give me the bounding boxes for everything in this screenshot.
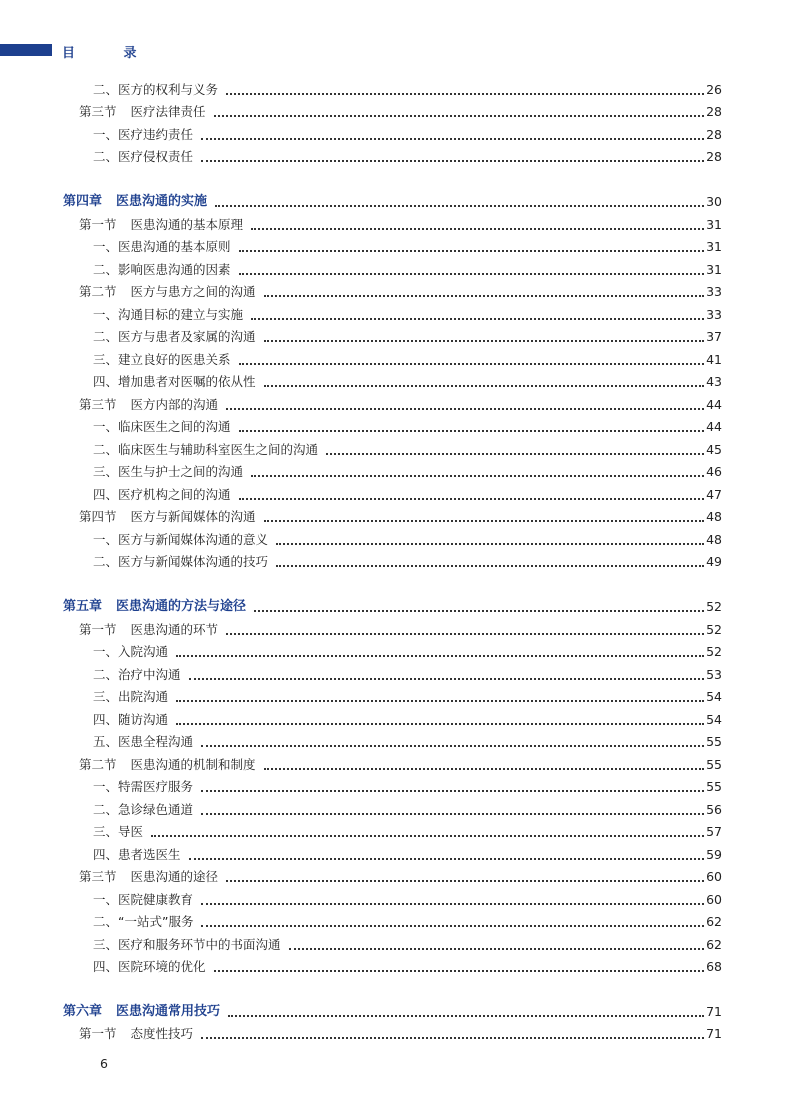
toc-entry-title: 二、急诊绿色通道 — [93, 802, 194, 817]
toc-entry-item[interactable] — [0, 709, 800, 731]
toc-entry-page: 49 — [706, 554, 722, 569]
toc-entry-number: 第一节 — [79, 217, 117, 232]
toc-entry-label — [79, 506, 256, 528]
toc-entry-page: 71 — [706, 1004, 722, 1019]
toc-entry-chapter[interactable] — [0, 596, 800, 618]
toc-entry-page: 55 — [706, 734, 722, 749]
toc-entry-page: 54 — [706, 712, 722, 727]
toc-entry-title: 四、患者选医生 — [93, 847, 181, 862]
toc-entry-item[interactable] — [0, 844, 800, 866]
toc-entry-label — [93, 664, 181, 686]
toc-entry-label — [93, 349, 231, 371]
toc-entry-page: 62 — [706, 914, 722, 929]
toc-entry-item[interactable] — [0, 349, 800, 371]
toc-entry-title: 医患沟通的机制和制度 — [130, 757, 256, 772]
toc-entry-title: 态度性技巧 — [130, 1026, 194, 1041]
toc-entry-label — [79, 866, 218, 888]
toc-leader-dots — [264, 295, 704, 297]
toc-entry-page: 68 — [706, 959, 722, 974]
toc-entry-page: 55 — [706, 779, 722, 794]
toc-leader-dots — [201, 903, 704, 905]
toc-entry-chapter[interactable] — [0, 1001, 800, 1023]
toc-leader-dots — [264, 768, 704, 770]
toc-entry-page: 52 — [706, 599, 722, 614]
toc-entry-title: 三、出院沟通 — [93, 689, 169, 704]
toc-entry-label — [79, 394, 218, 416]
toc-leader-dots — [215, 205, 704, 207]
toc-entry-number: 第一节 — [79, 622, 117, 637]
toc-entry-section[interactable] — [0, 754, 800, 776]
toc-entry-number: 第六章 — [63, 1004, 103, 1019]
toc-leader-dots — [226, 633, 704, 635]
toc-entry-label — [93, 124, 193, 146]
toc-entry-label — [93, 461, 243, 483]
toc-entry-title: 一、入院沟通 — [93, 644, 169, 659]
toc-entry-number: 第一节 — [79, 1026, 117, 1041]
toc-entry-section[interactable] — [0, 281, 800, 303]
toc-entry-label — [63, 1001, 220, 1023]
toc-entry-page: 71 — [706, 1026, 722, 1041]
toc-entry-title: 四、随访沟通 — [93, 712, 169, 727]
toc-leader-dots — [214, 115, 704, 117]
toc-entry-label — [63, 191, 207, 213]
toc-entry-page: 45 — [706, 442, 722, 457]
toc-entry-title: 二、医方与患者及家属的沟通 — [93, 329, 256, 344]
toc-entry-label — [93, 911, 193, 933]
toc-entry-section[interactable] — [0, 214, 800, 236]
toc-entry-page: 60 — [706, 869, 722, 884]
toc-entry-title: 二、医疗侵权责任 — [93, 149, 194, 164]
toc-entry-title: 一、医疗违约责任 — [93, 127, 194, 142]
toc-entry-label — [93, 236, 231, 258]
toc-entry-item[interactable] — [0, 529, 800, 551]
toc-entry-item[interactable] — [0, 821, 800, 843]
toc-entry-title: 医方与患方之间的沟通 — [130, 284, 256, 299]
toc-entry-title: 四、医疗机构之间的沟通 — [93, 487, 231, 502]
toc-entry-title: 三、医疗和服务环节中的书面沟通 — [93, 937, 281, 952]
toc-entry-label — [93, 439, 318, 461]
toc-leader-dots — [264, 340, 704, 342]
toc-entry-page: 55 — [706, 757, 722, 772]
toc-leader-dots — [214, 970, 704, 972]
toc-entry-item[interactable] — [0, 956, 800, 978]
toc-entry-item[interactable] — [0, 416, 800, 438]
toc-entry-number: 第三节 — [79, 397, 117, 412]
toc-leader-dots — [226, 408, 704, 410]
toc-entry-page: 28 — [706, 127, 722, 142]
toc-entry-label — [79, 214, 243, 236]
toc-leader-dots — [264, 520, 704, 522]
toc-leader-dots — [189, 858, 704, 860]
toc-leader-dots — [251, 318, 704, 320]
toc-entry-item[interactable] — [0, 146, 800, 168]
toc-entry-number: 第五章 — [63, 599, 103, 614]
toc-entry-item[interactable] — [0, 461, 800, 483]
toc-entry-item[interactable] — [0, 259, 800, 281]
toc-entry-item[interactable] — [0, 304, 800, 326]
toc-entry-number: 第三节 — [79, 104, 117, 119]
toc-leader-dots — [251, 228, 704, 230]
toc-leader-dots — [201, 1037, 704, 1039]
toc-leader-dots — [239, 498, 704, 500]
toc-entry-title: 二、治疗中沟通 — [93, 667, 181, 682]
toc-entry-chapter[interactable] — [0, 191, 800, 213]
toc-entry-label — [93, 326, 256, 348]
toc-entry-title: 医患沟通的基本原理 — [130, 217, 244, 232]
toc-entry-section[interactable] — [0, 619, 800, 641]
toc-entry-label — [93, 529, 268, 551]
toc-entry-label — [93, 934, 281, 956]
toc-leader-dots — [276, 565, 704, 567]
toc-entry-title: 一、沟通目标的建立与实施 — [93, 307, 244, 322]
toc-leader-dots — [201, 925, 704, 927]
toc-leader-dots — [176, 723, 704, 725]
toc-leader-dots — [201, 790, 704, 792]
toc-entry-page: 26 — [706, 82, 722, 97]
toc-entry-page: 59 — [706, 847, 722, 862]
toc-leader-dots — [326, 453, 704, 455]
toc-entry-label — [93, 371, 256, 393]
toc-entry-title: 一、医患沟通的基本原则 — [93, 239, 231, 254]
toc-entry-section[interactable] — [0, 394, 800, 416]
toc-entry-label — [93, 844, 181, 866]
toc-entry-page: 33 — [706, 284, 722, 299]
toc-entry-label — [93, 416, 231, 438]
toc-leader-dots — [201, 813, 704, 815]
toc-entry-page: 28 — [706, 104, 722, 119]
toc-entry-title: 三、医生与护士之间的沟通 — [93, 464, 244, 479]
toc-entry-page: 48 — [706, 532, 722, 547]
toc-leader-dots — [276, 543, 704, 545]
toc-entry-page: 46 — [706, 464, 722, 479]
toc-entry-page: 47 — [706, 487, 722, 502]
toc-leader-dots — [176, 700, 704, 702]
toc-entry-item[interactable] — [0, 439, 800, 461]
toc-entry-label — [93, 731, 193, 753]
toc-entry-page: 53 — [706, 667, 722, 682]
toc-entry-title: 二、医方与新闻媒体沟通的技巧 — [93, 554, 269, 569]
toc-entry-page: 44 — [706, 419, 722, 434]
toc-entry-title: 一、医方与新闻媒体沟通的意义 — [93, 532, 269, 547]
toc-entry-number: 第二节 — [79, 757, 117, 772]
toc-entry-item[interactable] — [0, 934, 800, 956]
toc-entry-item[interactable] — [0, 911, 800, 933]
toc-entry-section[interactable] — [0, 506, 800, 528]
toc-leader-dots — [254, 610, 704, 612]
toc-entry-label — [63, 596, 246, 618]
toc-entry-item[interactable] — [0, 664, 800, 686]
toc-entry-label — [79, 281, 256, 303]
toc-entry-title: 医方内部的沟通 — [130, 397, 219, 412]
toc-entry-page: 48 — [706, 509, 722, 524]
toc-entry-title: 医患沟通的途径 — [130, 869, 219, 884]
toc-entry-label — [93, 821, 143, 843]
toc-entry-label — [93, 686, 168, 708]
toc-entry-label — [93, 484, 231, 506]
toc-leader-dots — [239, 273, 704, 275]
toc-entry-title: 医患沟通常用技巧 — [116, 1004, 221, 1019]
toc-entry-item[interactable] — [0, 731, 800, 753]
toc-leader-dots — [201, 745, 704, 747]
toc-entry-item[interactable] — [0, 484, 800, 506]
toc-entry-page: 43 — [706, 374, 722, 389]
toc-leader-dots — [226, 880, 704, 882]
toc-entry-number: 第四章 — [63, 194, 103, 209]
toc-entry-title: 五、医患全程沟通 — [93, 734, 194, 749]
toc-entry-title: 二、影响医患沟通的因素 — [93, 262, 231, 277]
toc-entry-title: 医方与新闻媒体的沟通 — [130, 509, 256, 524]
toc-entry-label — [93, 641, 168, 663]
toc-entry-item[interactable] — [0, 124, 800, 146]
toc-entry-page: 31 — [706, 239, 722, 254]
toc-entry-item[interactable] — [0, 551, 800, 573]
toc-entry-title: 医疗法律责任 — [130, 104, 206, 119]
toc-entry-label — [93, 956, 206, 978]
toc-leader-dots — [228, 1015, 704, 1017]
toc-entry-title: 医患沟通的方法与途径 — [116, 599, 247, 614]
toc-entry-title: 一、特需医疗服务 — [93, 779, 194, 794]
toc-entry-title: 二、临床医生与辅助科室医生之间的沟通 — [93, 442, 319, 457]
toc-leader-dots — [176, 655, 704, 657]
toc-entry-number: 第三节 — [79, 869, 117, 884]
toc-leader-dots — [239, 430, 704, 432]
toc-entry-label — [93, 79, 218, 101]
toc-leader-dots — [201, 160, 704, 162]
toc-entry-page: 60 — [706, 892, 722, 907]
toc-entry-title: 一、临床医生之间的沟通 — [93, 419, 231, 434]
toc-entry-label — [93, 709, 168, 731]
toc-entry-page: 44 — [706, 397, 722, 412]
toc-leader-dots — [226, 93, 704, 95]
toc-entry-label — [93, 259, 231, 281]
toc-leader-dots — [151, 835, 704, 837]
toc-entry-page: 41 — [706, 352, 722, 367]
toc-entry-item[interactable] — [0, 776, 800, 798]
page-number: 6 — [100, 1056, 108, 1071]
toc-leader-dots — [201, 138, 704, 140]
toc-entry-title: 三、导医 — [93, 824, 144, 839]
toc-entry-page: 33 — [706, 307, 722, 322]
toc-entry-title: 医患沟通的实施 — [116, 194, 208, 209]
toc-entry-page: 54 — [706, 689, 722, 704]
toc-leader-dots — [251, 475, 704, 477]
toc-entry-item[interactable] — [0, 236, 800, 258]
toc-entry-item[interactable] — [0, 799, 800, 821]
toc-leader-dots — [239, 250, 704, 252]
toc-entry-label — [93, 889, 193, 911]
toc-leader-dots — [289, 948, 704, 950]
toc-entry-title: 三、建立良好的医患关系 — [93, 352, 231, 367]
toc-entry-item[interactable] — [0, 686, 800, 708]
page-title: 目 录 — [62, 46, 159, 61]
toc-entry-page: 52 — [706, 644, 722, 659]
toc-entry-label — [93, 799, 193, 821]
toc-entry-title: 四、医院环境的优化 — [93, 959, 206, 974]
toc-entry-item[interactable] — [0, 79, 800, 101]
toc-entry-title: 二、医方的权利与义务 — [93, 82, 219, 97]
toc-entry-label — [93, 776, 193, 798]
toc-entry-label — [93, 551, 268, 573]
toc-entry-number: 第二节 — [79, 284, 117, 299]
toc-entry-label — [93, 304, 243, 326]
toc-entry-title: 二、“一站式”服务 — [93, 914, 194, 929]
toc-entry-label — [93, 146, 193, 168]
toc-entry-page: 28 — [706, 149, 722, 164]
toc-entry-title: 一、医院健康教育 — [93, 892, 194, 907]
toc-leader-dots — [264, 385, 704, 387]
toc-entry-page: 31 — [706, 217, 722, 232]
toc-entry-page: 37 — [706, 329, 722, 344]
toc-entry-page: 56 — [706, 802, 722, 817]
toc-entry-page: 31 — [706, 262, 722, 277]
toc-entry-item[interactable] — [0, 326, 800, 348]
toc-entry-label — [79, 619, 218, 641]
toc-entry-page: 52 — [706, 622, 722, 637]
toc-leader-dots — [239, 363, 704, 365]
toc-entry-number: 第四节 — [79, 509, 117, 524]
toc-entry-label — [79, 1023, 193, 1045]
toc-entry-title: 四、增加患者对医嘱的依从性 — [93, 374, 256, 389]
toc-entry-item[interactable] — [0, 641, 800, 663]
toc-entry-item[interactable] — [0, 889, 800, 911]
toc-entry-item[interactable] — [0, 371, 800, 393]
toc-entry-page: 62 — [706, 937, 722, 952]
toc-entry-section[interactable] — [0, 866, 800, 888]
toc-entry-title: 医患沟通的环节 — [130, 622, 219, 637]
toc-entry-page: 57 — [706, 824, 722, 839]
toc-entry-page: 30 — [706, 194, 722, 209]
toc-entry-section[interactable] — [0, 101, 800, 123]
toc-leader-dots — [189, 678, 704, 680]
toc-entry-label — [79, 101, 206, 123]
toc-entry-section[interactable] — [0, 1023, 800, 1045]
toc-entry-label — [79, 754, 256, 776]
